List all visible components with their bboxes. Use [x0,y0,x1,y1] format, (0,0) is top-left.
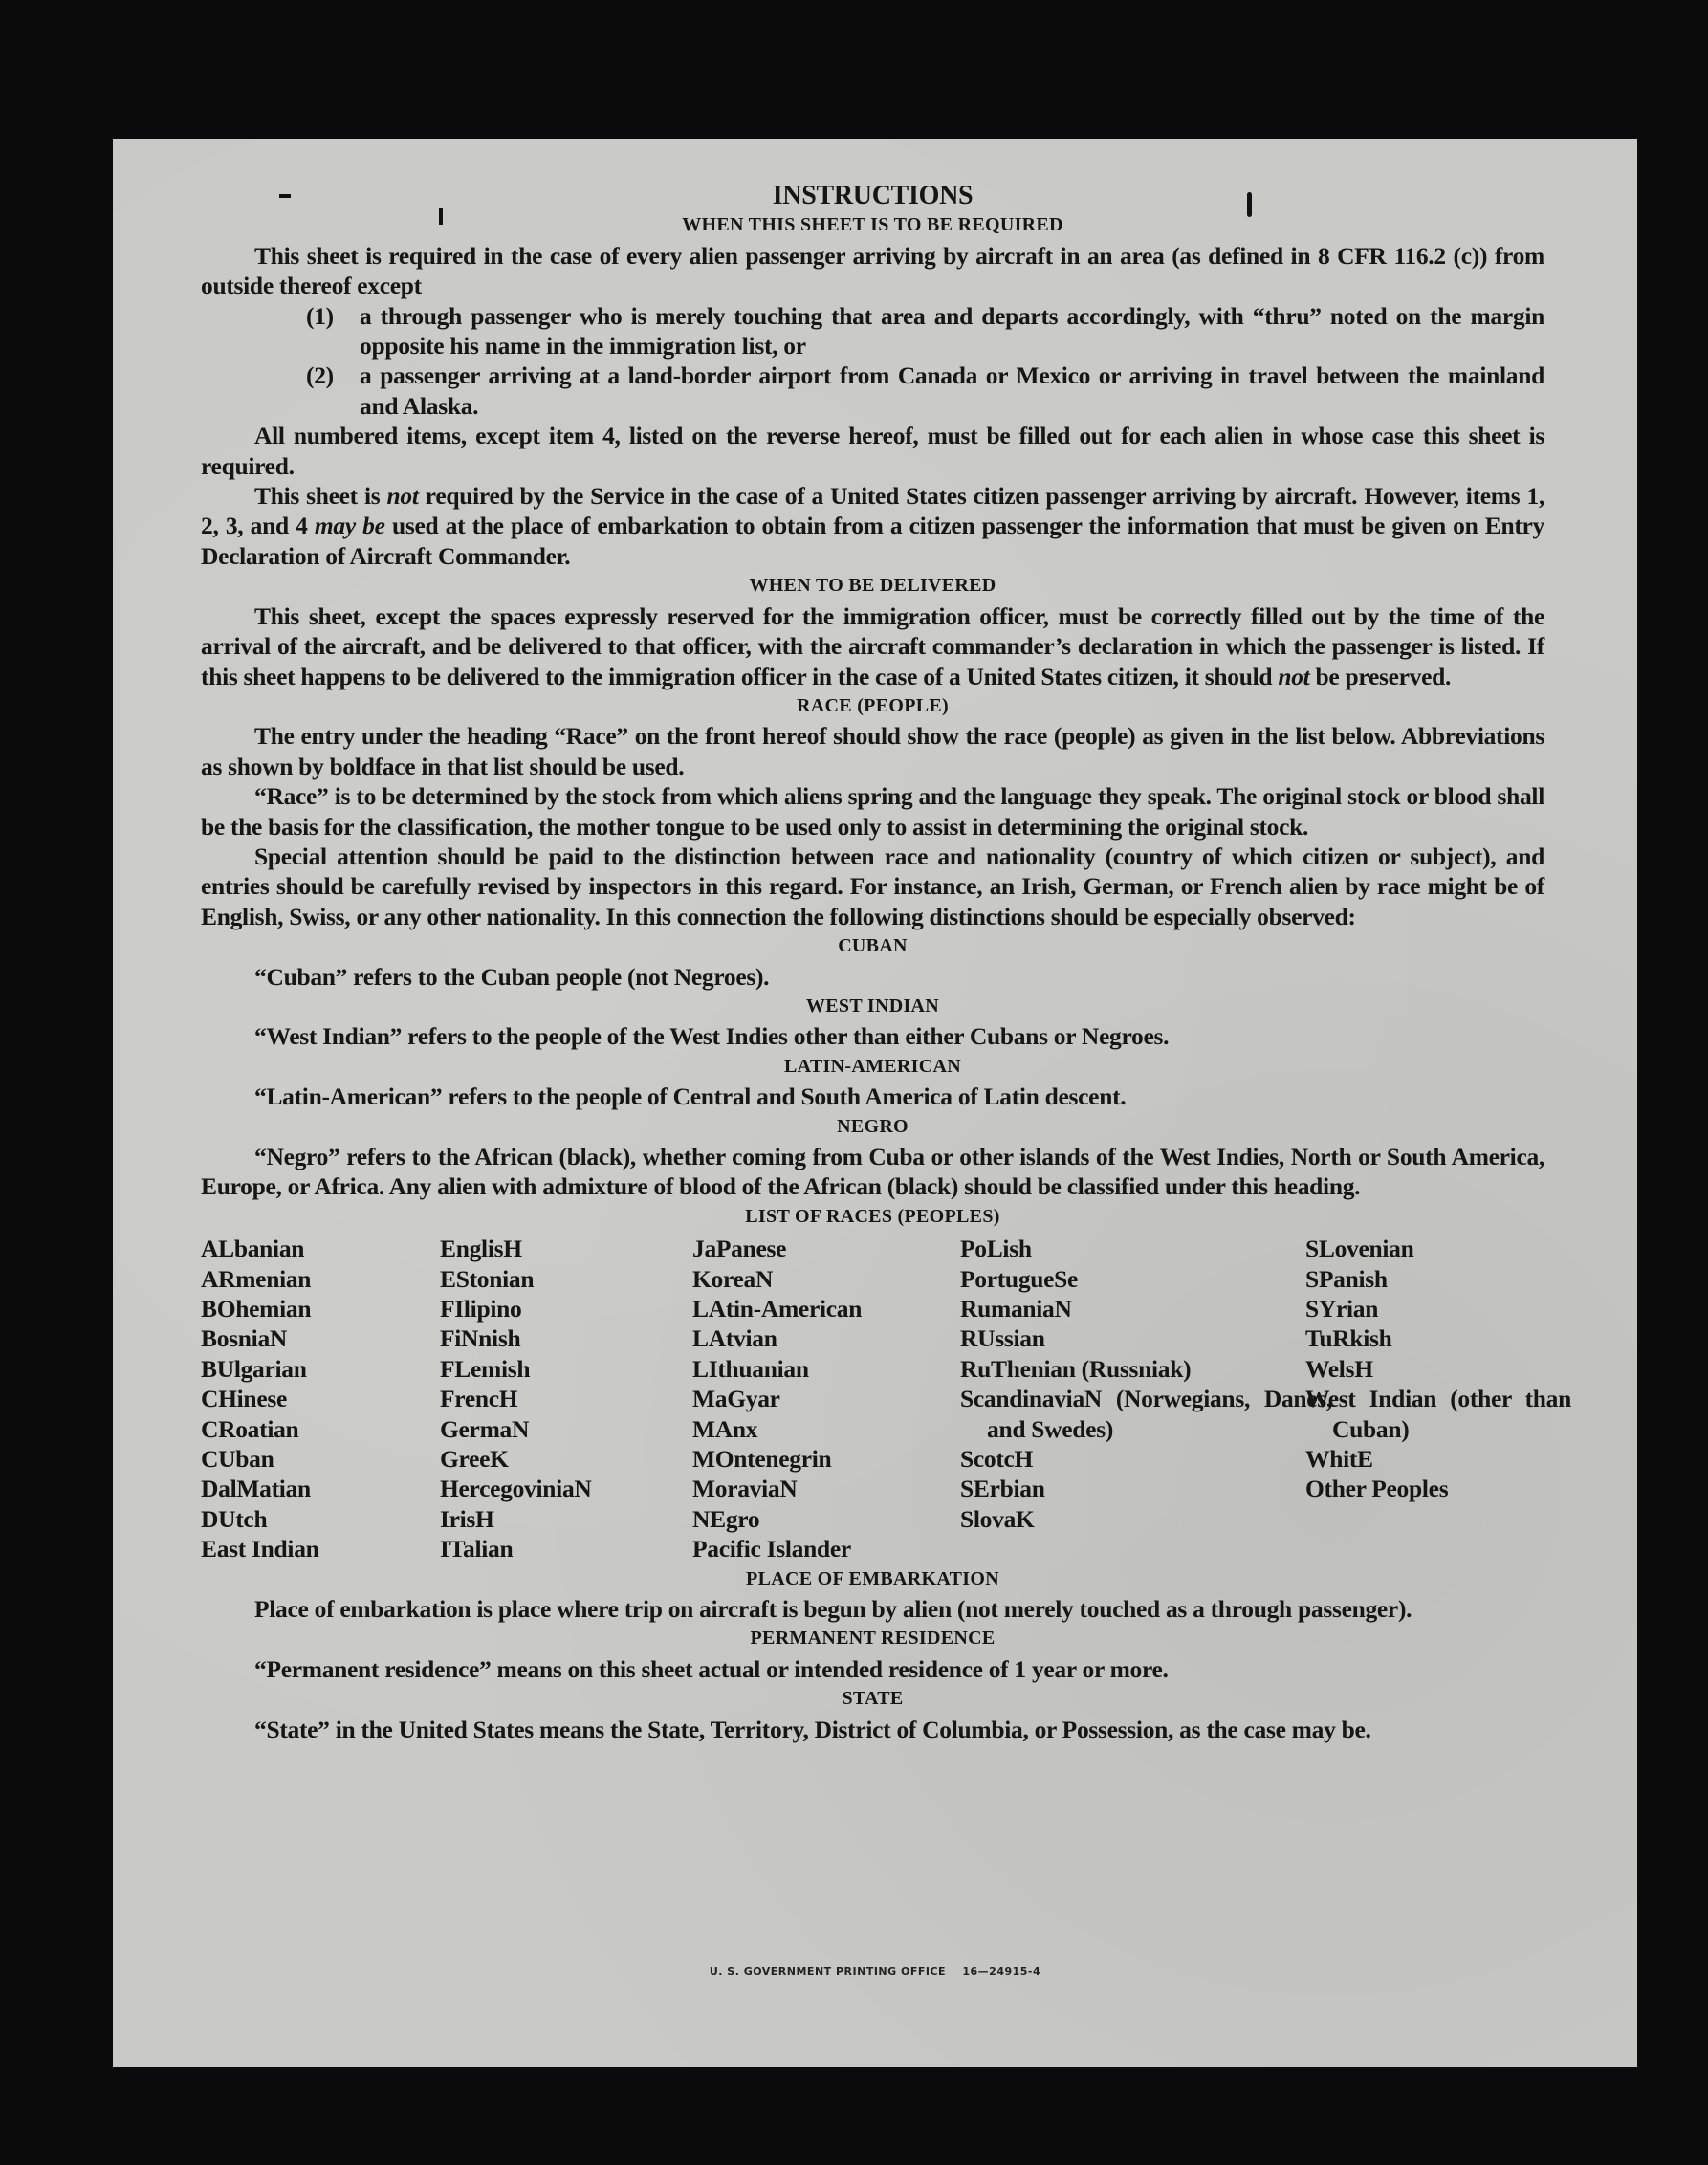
race-entry: MaGyar [692,1385,780,1413]
race-entry: DUtch [201,1504,268,1533]
races-column [440,1234,692,1564]
emphasis: not [1278,662,1310,690]
section-heading: WEST INDIAN [805,995,940,1017]
race-entry: WelsH [1305,1354,1373,1383]
text: required by the Service in the case of a United States citizen passenger arriving by aircraft. However, items 1, 2, 3, and 4 [201,482,1544,540]
race-entry: JaPanese [692,1235,787,1263]
paragraph: “Negro” refers to the African (black), whether coming from Cuba or other islands of the West Indies, North or South America, Europe, or Africa. Any alien with admixture of blood of the African (black) should be classified under this heading. [201,1143,1544,1201]
race-entry: LAtvian [692,1324,777,1353]
race-entry: ScandinaviaN (Norwegians, Danes, and Swedes) [960,1385,1332,1443]
race-entry: ARmenian [201,1264,312,1293]
race-entry: WhitE [1305,1444,1373,1473]
paragraph [201,601,1544,691]
race-entry: East Indian [201,1535,319,1564]
text: This sheet is [254,482,387,511]
race-entry: BosniaN [201,1324,288,1353]
instructions-content [201,181,1571,1744]
race-entry: SErbian [960,1475,1045,1503]
race-entry: ScotcH [960,1444,1034,1473]
paragraph: Place of embarkation is place where trip on aircraft is begun by alien (not merely touched as a through passenger). [254,1594,1412,1623]
emphasis: not [386,482,419,511]
race-entry: EnglisH [440,1235,522,1263]
races-column [1305,1234,1571,1564]
item-number: (1) [306,301,334,330]
section-heading: CUBAN [838,935,908,957]
race-entry: PortugueSe [960,1264,1079,1293]
section-heading: PLACE OF EMBARKATION [746,1567,999,1589]
race-entry: MoraviaN [692,1475,798,1503]
race-entry: BUlgarian [201,1354,307,1383]
paragraph: All numbered items, except item 4, listed on the reverse hereof, must be filled out for each alien in whose case this sheet is required. [201,422,1544,480]
races-column [960,1234,1332,1564]
section-heading: LIST OF RACES (PEOPLES) [745,1205,1000,1227]
race-entry: BOhemian [201,1295,312,1323]
paragraph: “Permanent residence” means on this sheet actual or intended residence of 1 year or more. [254,1654,1169,1683]
race-entry: FrencH [440,1385,518,1413]
list-item [306,301,1544,361]
section-heading: STATE [842,1688,904,1710]
paragraph: “Latin-American” refers to the people of Central and South America of Latin descent. [254,1082,1127,1111]
paragraph: Special attention should be paid to the distinction between race and nationality (country of which citizen or subject), and entries should be carefully revised by inspectors in this regard. For instance, an Irish, German, or French alien by race might be of English, Swiss, or any other nationality. In this connection the following distinctions should be especially observed: [201,842,1544,930]
section-heading: PERMANENT RESIDENCE [750,1628,996,1650]
race-entry: MOntenegrin [692,1444,832,1473]
races-column [692,1234,960,1564]
race-entry: ITalian [440,1535,514,1564]
race-entry: RumaniaN [960,1295,1072,1323]
race-entry: CUban [201,1444,274,1473]
race-entry: ALbanian [201,1235,305,1263]
race-entry: GreeK [440,1444,509,1473]
list-item [306,361,1544,421]
paragraph: This sheet is required in the case of every alien passenger arriving by aircraft in an area (as defined in 8 CFR 116.2 (c)) from outside thereof except [201,241,1544,300]
race-entry: TuRkish [1305,1324,1392,1353]
race-entry: GermaN [440,1414,530,1443]
section-heading: WHEN THIS SHEET IS TO BE REQUIRED [682,214,1063,236]
paragraph: “West Indian” refers to the people of the West Indies other than either Cubans or Negroes. [254,1022,1170,1051]
race-entry: West Indian (other than Cuban) [1305,1385,1571,1443]
section-heading: NEGRO [837,1115,909,1137]
race-entry: FLemish [440,1354,531,1383]
race-entry: CHinese [201,1385,287,1413]
race-entry: FiNnish [440,1324,521,1353]
text: used at the place of embarkation to obtain from a citizen passenger the information that must be given on Entry Declaration of Aircraft Commander. [201,512,1545,570]
paragraph [201,481,1544,571]
race-entry: EStonian [440,1264,535,1293]
race-entry: LAtin-American [692,1295,863,1323]
section-heading: RACE (PEOPLE) [797,694,949,716]
races-column [201,1234,440,1564]
document-page [113,139,1637,2067]
race-entry: FIlipino [440,1295,522,1323]
race-entry: RuThenian (Russniak) [960,1354,1192,1383]
text: be preserved. [1309,662,1452,690]
paragraph: “Race” is to be determined by the stock from which aliens spring and the language they speak. The original stock or blood shall be the basis for the classification, the mother tongue to be used only to assist in determining the original stock. [201,782,1544,841]
race-entry: RUssian [960,1324,1045,1353]
race-entry: MAnx [692,1414,758,1443]
page-title: INSTRUCTIONS [772,181,974,210]
item-text: a through passenger who is merely touching that area and departs accordingly, with “thru” noted on the margin opposite his name in the immigration list, or [360,301,1544,361]
printer-imprint: U. S. GOVERNMENT PRINTING OFFICE 16—24915-4 [709,1965,1041,1978]
races-list [201,1234,1571,1564]
race-entry: Pacific Islander [692,1535,851,1564]
paragraph: “State” in the United States means the State, Territory, District of Columbia, or Possession, as the case may be. [254,1715,1371,1743]
race-entry: SYrian [1305,1295,1379,1323]
emphasis: may be [314,512,385,540]
race-entry: IrisH [440,1504,494,1533]
text: This sheet, except the spaces expressly reserved for the immigration officer, must be correctly filled out by the time of the arrival of the aircraft, and be delivered to that officer, with the aircraft commander’s declaration in which the passenger is listed. If this sheet happens to be delivered to the immigration officer in the case of a United States citizen, it should [201,601,1544,690]
item-text: a passenger arriving at a land-border airport from Canada or Mexico or arriving in travel between the mainland and Alaska. [360,361,1544,420]
section-heading: WHEN TO BE DELIVERED [749,575,996,597]
race-entry: LIthuanian [692,1354,809,1383]
race-entry: SlovaK [960,1504,1035,1533]
race-entry: SLovenian [1305,1235,1414,1263]
race-entry: KoreaN [692,1264,774,1293]
race-entry: CRoatian [201,1414,299,1443]
paragraph: “Cuban” refers to the Cuban people (not Negroes). [254,962,770,991]
race-entry: NEgro [692,1504,760,1533]
race-entry: PoLish [960,1235,1032,1263]
race-entry: HercegoviniaN [440,1475,592,1503]
section-heading: LATIN-AMERICAN [784,1055,961,1077]
race-entry: SPanish [1305,1264,1388,1293]
item-number: (2) [306,361,334,390]
race-entry: Other Peoples [1305,1475,1449,1503]
race-entry: DalMatian [201,1475,311,1503]
paragraph: The entry under the heading “Race” on the front hereof should show the race (people) as given in the list below. Abbreviations as shown by boldface in that list should be used. [201,722,1544,780]
